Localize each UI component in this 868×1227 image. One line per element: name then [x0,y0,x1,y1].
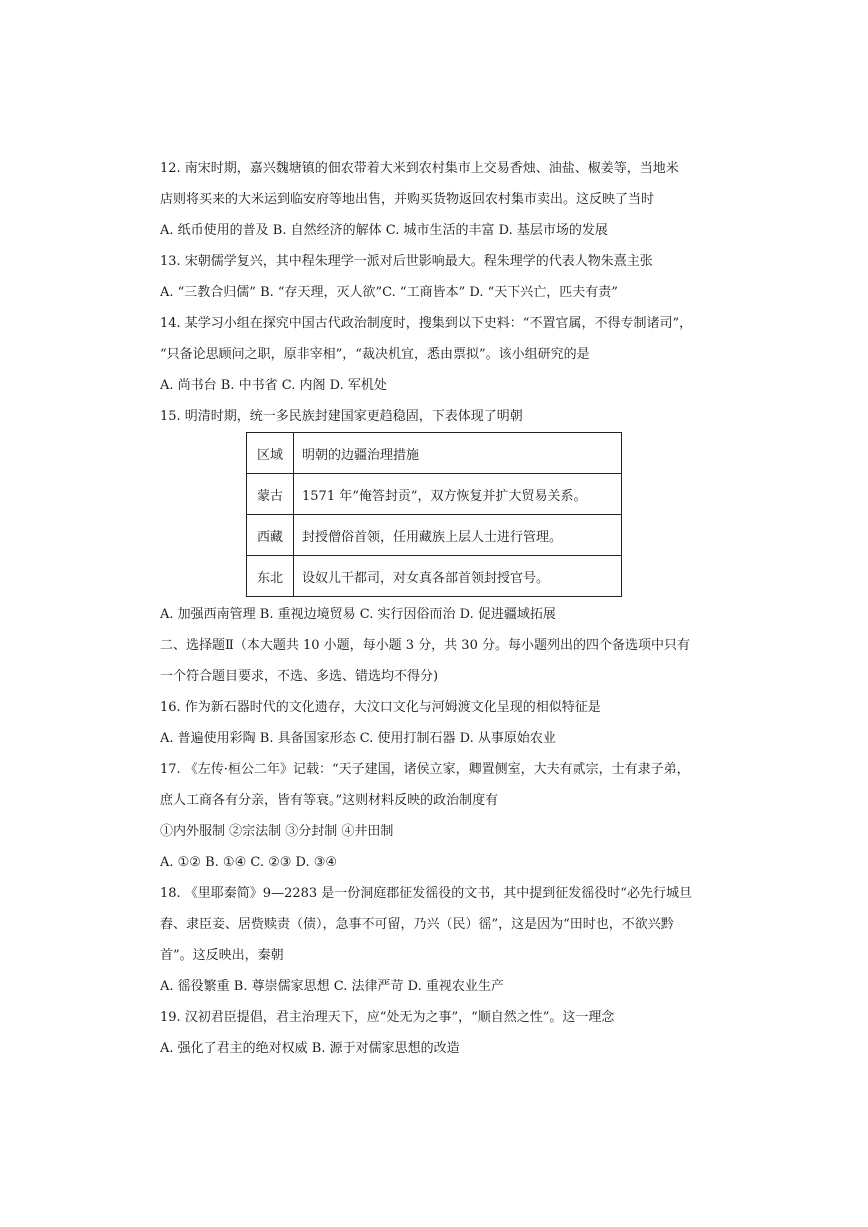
q19-stem: 19. 汉初君臣提倡，君主治理天下，应“处无为之事”，“顺自然之性”。这一理念 [160,1010,615,1025]
q12-stem-line1: 12. 南宋时期，嘉兴魏塘镇的佃农带着大米到农村集市上交易香烛、油盐、椒姜等，当地米 [160,161,679,176]
q16-options: A. 普遍使用彩陶 B. 具备国家形态 C. 使用打制石器 D. 从事原始农业 [160,731,556,746]
section2-heading-line2: 一个符合题目要求，不选、多选、错选均不得分) [160,669,439,684]
table-cell-region: 西藏 [247,515,294,556]
table-cell-measure: 1571 年“俺答封贡”，双方恢复并扩大贸易关系。 [294,474,622,515]
q18-stem-line2: 舂、隶臣妾、居赀赎责（债），急事不可留，乃兴（民）徭”，这是因为“田时也，不欲兴黔 [160,917,674,932]
q18-options: A. 徭役繁重 B. 尊崇儒家思想 C. 法律严苛 D. 重视农业生产 [160,979,504,994]
table-header-measure: 明朝的边疆治理措施 [294,433,622,474]
border-policy-table [246,432,622,597]
table-cell-region: 东北 [247,556,294,597]
q12-options: A. 纸币使用的普及 B. 自然经济的解体 C. 城市生活的丰富 D. 基层市场的发展 [160,223,608,238]
q15-stem: 15. 明清时期，统一多民族封建国家更趋稳固，下表体现了明朝 [160,409,523,424]
q17-items: ①内外服制 ②宗法制 ③分封制 ④井田制 [160,824,394,839]
q18-stem-line3: 首”。这反映出，秦朝 [160,948,284,963]
q12-stem-line2: 店则将买来的大米运到临安府等地出售，并购买货物返回农村集市卖出。这反映了当时 [160,192,655,207]
q14-options: A. 尚书台 B. 中书省 C. 内阁 D. 军机处 [160,378,387,393]
q17-options: A. ①② B. ①④ C. ②③ D. ③④ [160,855,338,870]
q13-options: A. “三教合归儒” B. “存天理，灭人欲”C. “工商皆本” D. “天下兴亡，匹夫有责” [160,285,618,300]
table-cell-region: 蒙古 [247,474,294,515]
q13-stem: 13. 宋朝儒学复兴，其中程朱理学一派对后世影响最大。程朱理学的代表人物朱熹主张 [160,254,653,269]
q19-options: A. 强化了君主的绝对权威 B. 源于对儒家思想的改造 [160,1041,460,1056]
table-row [247,474,622,515]
q17-stem-line1: 17. 《左传·桓公二年》记载：“天子建国，诸侯立家，卿置侧室，大夫有贰宗，士有隶子弟， [160,762,690,777]
q14-stem-line2: “只备论思顾问之职，原非宰相”，“裁决机宜，悉由票拟”。该小组研究的是 [160,347,590,362]
table-cell-measure: 封授僧俗首领，任用藏族上层人士进行管理。 [294,515,622,556]
q18-stem-line1: 18. 《里耶秦简》9—2283 是一份洞庭郡征发徭役的文书，其中提到征发徭役时“必先行城旦 [160,886,692,901]
table-row [247,515,622,556]
section2-heading-line1: 二、选择题Ⅱ（本大题共 10 小题，每小题 3 分，共 30 分。每小题列出的四个备选项中只有 [160,638,690,653]
table-row [247,556,622,597]
table-header-row [247,433,622,474]
q16-stem: 16. 作为新石器时代的文化遗存，大汶口文化与河姆渡文化呈现的相似特征是 [160,700,601,715]
table-cell-measure: 设奴儿干都司，对女真各部首领封授官号。 [294,556,622,597]
q17-stem-line2: 庶人工商各有分亲，皆有等衰。”这则材料反映的政治制度有 [160,793,499,808]
q14-stem-line1: 14. 某学习小组在探究中国古代政治制度时，搜集到以下史料：“不置官属，不得专制诸司”， [160,316,693,331]
q15-options: A. 加强西南管理 B. 重视边境贸易 C. 实行因俗而治 D. 促进疆域拓展 [160,607,556,622]
table-header-region: 区域 [247,433,294,474]
